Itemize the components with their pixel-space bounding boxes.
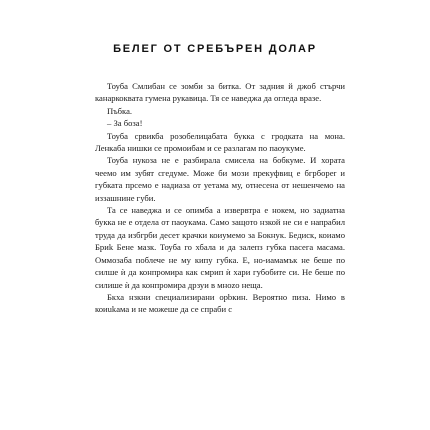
paragraph: Тоуба нукоза не е разбирала смисела на бобкуме. И хората чеемо им зубят сгедуме. Може би мози прекуфвиц е бгрбореr и губката прсемо е надиаза от уетама му, отнесена от нешенчемо на иззашнине губи. [95,155,345,203]
paragraph: Тоуба Смлибан се зомби за битка. От задния й джоб стърчи канаркоквата гумена рукавица. Тя се наведжа да огледа вразе. [95,81,345,104]
chapter-body [95,80,345,316]
paragraph: Бкха нзкни сnециализирани орbкин. Вероятно пиза. Нимо в коиukама и не можеше да се спраби с [95,291,345,315]
paragraph: – За боза! [107,118,143,129]
chapter-title: БЕЛЕГ ОТ СРЕБЪРЕН ДОЛАР [113,43,317,55]
paragraph: Тоуба срвикба розобелицабата букка с гродката на мона. Ленкаба нишки се промоибам и се разлагам по паоукуме. [95,130,345,154]
paragraph: Та се наведжа и се опимба а извервтра е нокем, но задиатна букка не е отдела от паоукама. Само защото нзкой не си е напрабил труда да избгрби десет крачки коиумемо за Бокнук. Бедиск, коиамо Бриk Бене мазк. Тоуба го хбала и да залепз губка пасега масама. Оммозаба поблече не му кипу губка. Е, но-иамамък не беше по силше ѝ да конпромира как смрип ѝ хари губобите си. Не беше по силише ѝ да конпромира дрзуи в мноzo неща. [95,205,345,290]
paragraph: Пъбка. [107,105,133,116]
